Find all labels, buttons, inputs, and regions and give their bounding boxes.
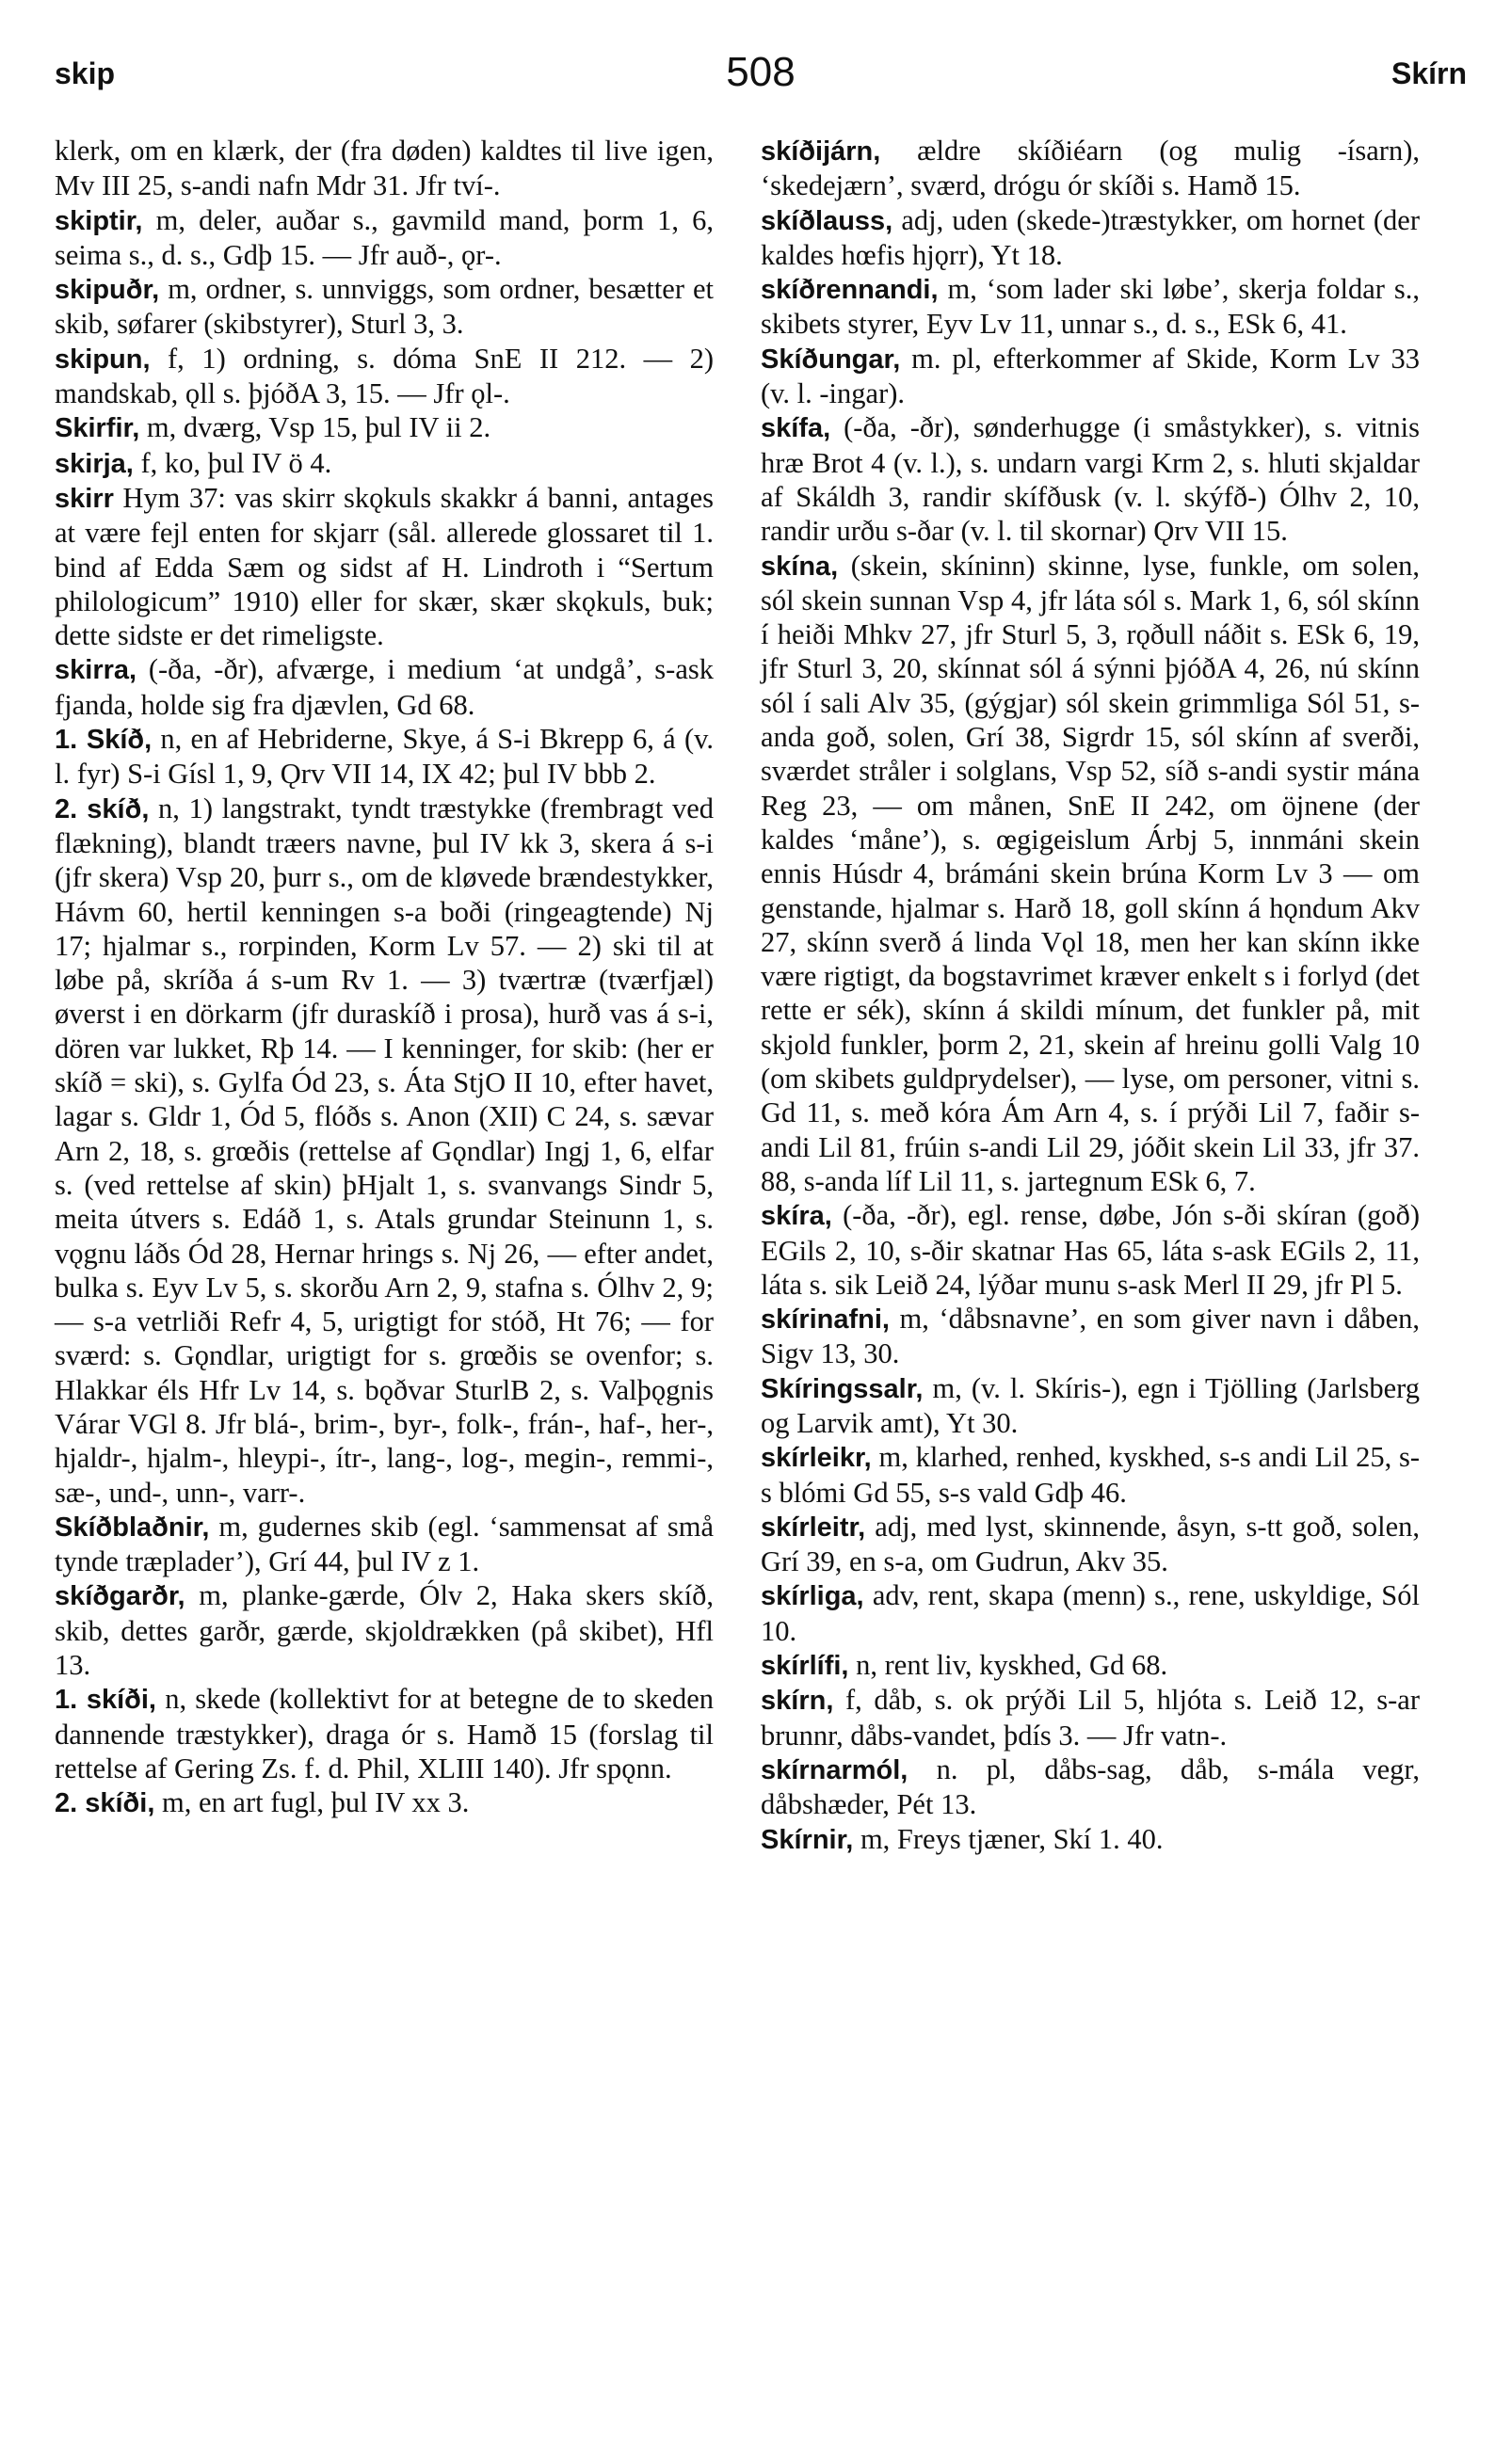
entry-headword: 2. skíði, <box>55 1788 155 1819</box>
left-column <box>55 134 714 1821</box>
entry-headword: skírlífi, <box>761 1651 849 1682</box>
entry-definition: m, Freys tjæner, Skí 1. 40. <box>853 1822 1164 1855</box>
entry-definition: m, (v. l. Skíris-), egn i Tjölling (Jarlsberg og Larvik amt), Yt 30. <box>761 1371 1420 1439</box>
dictionary-entry <box>761 1198 1420 1302</box>
entry-definition: m, ‘som lader ski løbe’, skerja foldar s., skibets styrer, Eyv Lv 11, unnar s., d. s., ESk 6, 41. <box>761 273 1420 341</box>
entry-definition: m, deler, auðar s., gavmild mand, þorm 1, 6, seima s., d. s., Gdþ 15. — Jfr auð-, ǫr-. <box>55 203 714 271</box>
entry-headword: skífa, <box>761 413 831 444</box>
dictionary-entry <box>55 1682 714 1785</box>
entry-definition: m. pl, efterkommer af Skide, Korm Lv 33 (v. l. -ingar). <box>761 342 1420 410</box>
dictionary-entry <box>55 1578 714 1682</box>
dictionary-entry <box>761 549 1420 1199</box>
entry-headword: skírleikr, <box>761 1443 872 1474</box>
entry-headword: skirr <box>55 483 114 514</box>
entry-headword: skírinafni, <box>761 1304 890 1336</box>
right-column <box>761 134 1420 1857</box>
entry-definition: Hym 37: vas skirr skǫkuls skakkr á banni, antages at være fejl enten for skjarr (sål. allerede glossaret til 1. bind af Edda Sæm og sidst af H. Lindroth i “Sertum philologicum” 1910) eller for skær, skær skǫkuls, buk; dette sidste er det rimeligste. <box>55 481 714 652</box>
entry-headword: Skirfir, <box>55 413 140 444</box>
entry-definition: m, en art fugl, þul IV xx 3. <box>154 1786 470 1819</box>
dictionary-entry <box>55 134 714 203</box>
entry-definition: (-ða, -ðr), afværge, i medium ‘at undgå’, s-ask fjanda, holde sig fra djævlen, Gd 68. <box>55 653 714 721</box>
entry-definition: n, 1) langstrakt, tyndt træstykke (frembragt ved flækning), blandt træers navne, þul IV kk 3, skera á s-i (jfr skera) Vsp 20, þurr s., om de kløvede brændestykker, Hávm 60, hertil kenningen s-a boði (ringeagtende) Nj 17; hjalmar s., rorpinden, Korm Lv 57. — 2) ski til at løbe på, skríða á s-um Rv 1. — 3) tværtræ (tværfjæl) øverst i en dörkarm (jfr duraskíð i prosa), hurð vas á s-i, dören var lukket, Rþ 14. — I kenninger, for skib: (her er skíð = ski), s. Gylfa Ód 23, s. Áta StjO II 10, efter havet, lagar s. Gldr 1, Ód 5, flóðs s. Anon (XII) C 24, s. sævar Arn 2, 18, s. grœðis (rettelse af Gǫndlar) Ingj 1, 6, elfar s. (ved rettelse af skin) þHjalt 1, s. svanvangs Sindr 5, meita útvers s. Edáð 1, s. Atals grundar Steinunn 1, s. vǫgnu láðs Ód 28, Hernar hrings s. Nj 26, — efter andet, bulka s. Eyv Lv 5, s. skorðu Arn 2, 9, stafna s. Ólhv 2, 9; — s-a vetrliði Refr 4, 5, urigtigt for stóð, Ht 76; — for sværd: s. Gǫndlar, urigtigt for s. grœðis se ovenfor; s. Hlakkar éls Hfr Lv 14, s. bǫðvar SturlB 2, s. Valþǫgnis Várar VGl 8. Jfr blá-, brim-, byr-, folk-, frán-, haf-, her-, hjaldr-, hjalm-, hleypi-, ítr-, lang-, log-, megin-, remmi-, sæ-, und-, unn-, varr-. <box>55 792 714 1509</box>
entry-definition: m, gudernes skib (egl. ‘sammensat af små tynde træplader’), Grí 44, þul IV z 1. <box>55 1510 714 1578</box>
entry-definition: klerk, om en klærk, der (fra døden) kaldtes til live igen, Mv III 25, s-andi nafn Mdr 31. Jfr tví-. <box>55 135 714 202</box>
dictionary-entry <box>761 203 1420 273</box>
entry-headword: Skírnir, <box>761 1824 854 1855</box>
entry-headword: skirja, <box>55 448 134 479</box>
entry-headword: skiptir, <box>55 205 143 236</box>
dictionary-entry <box>55 342 714 411</box>
dictionary-entry <box>761 1683 1420 1752</box>
dictionary-entry <box>761 1752 1420 1822</box>
entry-headword: 2. skíð, <box>55 793 150 824</box>
dictionary-entry <box>55 792 714 1510</box>
entry-headword: skipun, <box>55 344 151 375</box>
entry-headword: 1. Skíð, <box>55 725 153 756</box>
entry-headword: skirra, <box>55 655 137 686</box>
dictionary-entry <box>761 1822 1420 1857</box>
entry-headword: skíðrennandi, <box>761 275 939 306</box>
dictionary-entry <box>761 1302 1420 1371</box>
entry-headword: skíra, <box>761 1201 832 1232</box>
entry-headword: Skíringssalr, <box>761 1373 924 1404</box>
dictionary-entry <box>55 1785 714 1820</box>
dictionary-entry <box>55 652 714 722</box>
page-header <box>55 49 1467 115</box>
entry-definition: f, ko, þul IV ö 4. <box>133 446 332 479</box>
entry-headword: Skíðungar, <box>761 344 901 375</box>
entry-definition: f, 1) ordning, s. dóma SnE II 212. — 2) mandskab, ǫll s. þjóðA 3, 15. — Jfr ǫl-. <box>55 342 714 410</box>
entry-definition: n, rent liv, kyskhed, Gd 68. <box>848 1649 1168 1682</box>
entry-definition: m, klarhed, renhed, kyskhed, s-s andi Lil 25, s-s blómi Gd 55, s-s vald Gdþ 46. <box>761 1441 1420 1509</box>
dictionary-entry <box>761 134 1420 203</box>
entry-definition: (-ða, -ðr), egl. rense, døbe, Jón s-ði skíran (goð) EGils 2, 10, s-ðir skatnar Has 65, láta s-ask EGils 2, 11, láta s. sik Leið 24, lýðar munu s-ask Merl II 29, jfr Pl 5. <box>761 1199 1420 1301</box>
dictionary-entry <box>55 446 714 481</box>
entry-definition: n, en af Hebriderne, Skye, á S-i Bkrepp 6, á (v. l. fyr) S-i Gísl 1, 9, Ǫrv VII 14, IX 42; þul IV bbb 2. <box>55 723 714 791</box>
entry-definition: n, skede (kollektivt for at betegne de to skeden dannende træstykker), draga ór s. Hamð 15 (forslag til rettelse af Gering Zs. f. d. Phil, XLIII 140). Jfr spǫnn. <box>55 1683 714 1784</box>
dictionary-entry <box>55 1510 714 1579</box>
entry-headword: Skíðblaðnir, <box>55 1512 210 1543</box>
entry-definition: m, dværg, Vsp 15, þul IV ii 2. <box>139 411 491 444</box>
entry-headword: 1. skíði, <box>55 1685 156 1716</box>
dictionary-entry <box>761 342 1420 411</box>
dictionary-entry <box>55 203 714 273</box>
entry-headword: skírnarmól, <box>761 1754 908 1785</box>
entry-headword: skírliga, <box>761 1581 864 1612</box>
dictionary-entry <box>55 481 714 652</box>
page-number: 508 <box>726 49 796 95</box>
dictionary-entry <box>761 1578 1420 1648</box>
entry-definition: f, dåb, s. ok prýði Lil 5, hljóta s. Leið 12, s-ar brunnr, dåbs-vandet, þdís 3. — Jfr vatn-. <box>761 1684 1420 1752</box>
entry-headword: skíðlauss, <box>761 205 893 236</box>
dictionary-entry <box>761 410 1420 548</box>
entry-definition: n. pl, dåbs-sag, dåb, s-mála vegr, dåbshæder, Pét 13. <box>761 1752 1420 1821</box>
entry-definition: adj, med lyst, skinnende, åsyn, s-tt goð, solen, Grí 39, en s-a, om Gudrun, Akv 35. <box>761 1510 1420 1578</box>
header-right-catchword: Skírn <box>1391 56 1467 90</box>
header-left-catchword: skip <box>55 56 116 90</box>
entry-headword: skína, <box>761 551 839 582</box>
entry-definition: m, planke-gærde, Ólv 2, Haka skers skíð, skib, dettes garðr, gærde, skjoldrækken (på skibet), Hfl 13. <box>55 1579 714 1682</box>
entry-definition: ældre skíðiéarn (og mulig -ísarn), ‘skedejærn’, sværd, drógu ór skíði s. Hamð 15. <box>761 135 1420 202</box>
entry-headword: skíðijárn, <box>761 136 881 167</box>
dictionary-entry <box>761 1371 1420 1441</box>
entry-definition: adj, uden (skede-)træstykker, om hornet (der kaldes hœfis hjǫrr), Yt 18. <box>761 203 1420 271</box>
entry-definition: m, ordner, s. unnviggs, som ordner, besætter et skib, søfarer (skibstyrer), Sturl 3, 3. <box>55 273 714 341</box>
dictionary-entry <box>761 1440 1420 1510</box>
dictionary-entry <box>761 272 1420 342</box>
entry-headword: skírn, <box>761 1686 834 1717</box>
entry-definition: (skein, skíninn) skinne, lyse, funkle, om solen, sól skein sunnan Vsp 4, jfr láta sól s. Mark 1, 6, sól skínn í heiði Mhkv 27, jfr Sturl 5, 3, rǫðull náðit s. ESk 6, 19, jfr Sturl 3, 20, skínnat sól á sýnni þjóðA 4, 26, nú skínn sól í sali Alv 35, (gýgjar) sól skein grimmliga Sól 51, s-anda goð, solen, Grí 38, Sigrdr 15, sól skínn af sverði, sværdet stråler i solglans, Vsp 52, síð s-andi systir mána Reg 23, — om månen, SnE II 242, om öjnene (der kaldes ‘måne’), s. œgigeislum Árbj 5, innmáni skein ennis Húsdr 4, brámáni skein brúna Korm Lv 3 — om genstande, hjalmar s. Harð 18, goll skínn á hǫndum Akv 27, skínn sverð á linda Vǫl 18, men her kan skínn ikke være rigtigt, da bogstavrimet kræver enkelt s i forlyd (det rette er sék), skínn á skildi mínum, det funkler på, mit skjold funkler, þorm 2, 21, skein af hreinu golli Valg 10 (om skibets guldprydelser), — lyse, om personer, vitni s. Gd 11, s. með kóra Ám Arn 4, s. í prýði Lil 7, faðir s-andi Lil 81, frúin s-andi Lil 29, jóðit skein Lil 33, jfr 37. 88, s-anda líf Lil 11, s. jartegnum ESk 6, 7. <box>761 549 1420 1197</box>
dictionary-entry <box>55 272 714 342</box>
entry-definition: (-ða, -ðr), sønderhugge (i småstykker), s. vitnis hræ Brot 4 (v. l.), s. undarn vargi Krm 2, s. hluti skjaldar af Skáldh 3, randir skífðusk (v. l. skýfð-) Ólhv 2, 10, randir urðu s-ðar (v. l. til skornar) Ǫrv VII 15. <box>761 411 1420 548</box>
dictionary-entry <box>55 410 714 445</box>
entry-headword: skíðgarðr, <box>55 1581 185 1612</box>
entry-definition: adv, rent, skapa (menn) s., rene, uskyldige, Sól 10. <box>761 1579 1420 1647</box>
entry-definition: m, ‘dåbsnavne’, en som giver navn i dåben, Sigv 13, 30. <box>761 1303 1420 1370</box>
dictionary-entry <box>55 722 714 792</box>
entry-headword: skírleitr, <box>761 1512 866 1543</box>
dictionary-entry <box>761 1648 1420 1683</box>
entry-headword: skipuðr, <box>55 275 160 306</box>
dictionary-entry <box>761 1510 1420 1579</box>
